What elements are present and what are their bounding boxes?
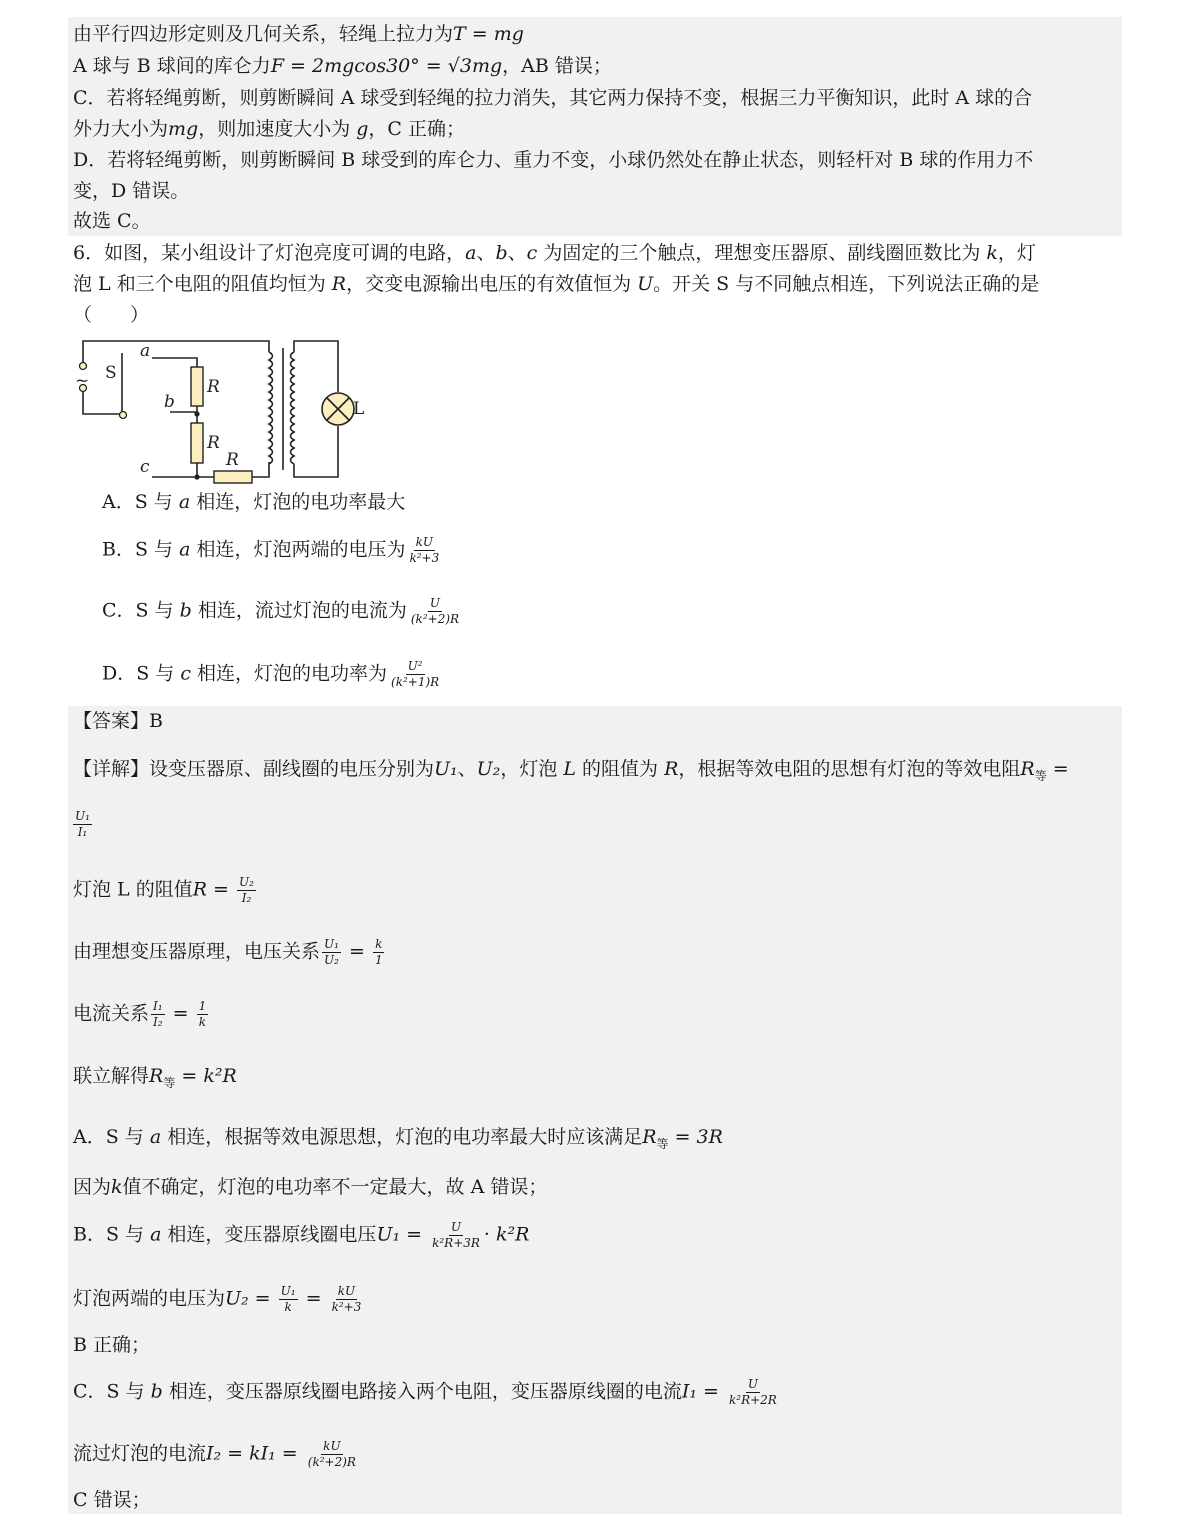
fraction [237, 876, 256, 905]
math: I₂ = kI₁ = [206, 1442, 304, 1465]
option-label: C． [102, 599, 136, 622]
text: ，C 正确； [368, 118, 465, 140]
math: = k²R [175, 1065, 237, 1087]
math: U₂ = [225, 1287, 277, 1310]
detail-line-5 [73, 1063, 237, 1096]
subscript: 等 [1034, 768, 1047, 783]
option-b[interactable] [102, 536, 443, 565]
detail-line-4 [73, 1000, 210, 1029]
text: 、 [507, 242, 527, 264]
text: ，灯 [997, 242, 1036, 264]
source-terminal [80, 363, 87, 370]
var: b [150, 1380, 163, 1403]
text: C．S 与 [73, 1380, 151, 1403]
denominator: k [284, 1300, 292, 1314]
fraction [373, 938, 385, 967]
numerator: U₂ [239, 875, 254, 889]
fraction [407, 536, 441, 565]
math: g [356, 118, 369, 140]
text: A．S 与 [73, 1126, 150, 1148]
circuit-diagram [72, 334, 372, 484]
math: = [1046, 758, 1069, 780]
var: U [637, 273, 654, 295]
fraction [151, 1000, 165, 1029]
question-line-1 [73, 240, 1036, 266]
subscript: 等 [656, 1136, 669, 1151]
numerator: I₁ [153, 999, 163, 1013]
option-c[interactable] [102, 597, 463, 626]
math: R [1020, 758, 1035, 780]
var: R [331, 273, 347, 295]
detail-fraction-1 [71, 810, 94, 839]
switch-pivot [120, 412, 127, 419]
text: 相连，流过灯泡的电流为 [191, 599, 407, 622]
fraction [306, 1440, 358, 1469]
detail-line-3 [73, 938, 387, 967]
lamp-label: L [353, 399, 365, 419]
text: 。开关 S 与不同触点相连，下列说法正确的是 [653, 273, 1040, 295]
denominator: k²+3 [331, 1300, 362, 1314]
question-line-2 [73, 271, 1039, 297]
text: 由理想变压器原理，电压关系 [73, 940, 321, 963]
numerator: kU [337, 1284, 356, 1298]
text: ，灯泡 [500, 758, 564, 780]
denominator: k²R+3R [432, 1236, 480, 1250]
option-label: D． [102, 662, 137, 685]
text: S 与 [135, 599, 180, 622]
option-label: B． [102, 538, 135, 561]
text: 相连，灯泡的电功率最大 [190, 491, 406, 513]
prev-line-2 [73, 53, 612, 79]
var: c [180, 662, 191, 685]
denominator: I₂ [241, 891, 252, 905]
text: 因为 [73, 1176, 112, 1198]
var: a [465, 242, 477, 264]
numerator: U [450, 1220, 462, 1234]
option-d[interactable] [102, 660, 443, 689]
text: 电流关系 [73, 1002, 150, 1025]
numerator: U² [407, 659, 423, 673]
text: 泡 L 和三个电阻的阻值均恒为 [73, 273, 332, 295]
var: b [179, 599, 192, 622]
resistor-r2 [191, 423, 203, 463]
contact-a-label: a [140, 341, 151, 361]
math: k [111, 1176, 123, 1198]
resistor-r3-label: R [226, 450, 239, 470]
text: 由平行四边形定则及几何关系，轻绳上拉力为 [73, 23, 454, 45]
fraction [409, 597, 461, 626]
question-number: 6． [73, 242, 105, 264]
text: S 与 [134, 491, 179, 513]
prev-line-1 [73, 21, 524, 47]
math: mg [168, 118, 199, 140]
denominator: I₁ [77, 825, 88, 839]
var: L [563, 758, 576, 780]
resistor-r3 [214, 471, 252, 483]
prev-line-5: D．若将轻绳剪断，则剪断瞬间 B 球受到的库仑力、重力不变，小球仍然处在静止状态，则轻杆对 B 球的作用力不 [73, 149, 1034, 171]
fraction [389, 660, 441, 689]
detail-line-11 [73, 1378, 781, 1407]
text: 值不确定，灯泡的电功率不一定最大，故 A 错误； [122, 1176, 548, 1198]
switch-label: S [105, 363, 117, 383]
var: c [526, 242, 538, 264]
text: A 球与 B 球间的库仑力 [73, 55, 271, 77]
resistor-r1 [191, 367, 203, 406]
numerator: U [747, 1377, 758, 1391]
denominator: U₂ [324, 953, 339, 967]
numerator: U₁ [280, 1284, 296, 1298]
var: a [179, 538, 191, 561]
numerator: kU [415, 535, 434, 549]
contact-b-label: b [164, 392, 175, 412]
math: = [342, 940, 371, 963]
denominator: (k²+2)R [410, 612, 460, 626]
math: = [299, 1287, 328, 1310]
fraction [727, 1378, 779, 1407]
fraction [73, 810, 92, 839]
text: ，交变电源输出电压的有效值恒为 [346, 273, 638, 295]
math: R = [192, 878, 236, 901]
text: 联立解得 [73, 1065, 150, 1087]
math: U₁ = [376, 1223, 429, 1246]
text: 【详解】设变压器原、副线圈的电压分别为 [73, 758, 435, 780]
var: k [986, 242, 998, 264]
var: a [150, 1223, 162, 1246]
text: 相连，根据等效电源思想，灯泡的电功率最大时应该满足 [161, 1126, 643, 1148]
detail-line-1 [73, 756, 1069, 789]
source-label: ~ [75, 371, 90, 391]
resistor-r2-label: R [207, 433, 220, 453]
numerator: k [375, 937, 383, 951]
text: 的阻值为 [575, 758, 665, 780]
numerator: kU [323, 1439, 341, 1453]
answer-blank: （ ） [73, 304, 150, 326]
math: U₁ [434, 758, 458, 780]
denominator: 1 [374, 953, 383, 967]
text: ，则加速度大小为 [198, 118, 357, 140]
text: 为固定的三个触点，理想变压器原、副线圈匝数比为 [537, 242, 987, 264]
detail-line-8 [73, 1221, 529, 1250]
lamp-icon [322, 393, 354, 425]
resistor-r1-label: R [207, 377, 220, 397]
denominator: k²R+2R [728, 1393, 777, 1407]
numerator: U₁ [324, 937, 339, 951]
text: ，根据等效电阻的思想有灯泡的等效电阻 [678, 758, 1021, 780]
subscript: 等 [163, 1075, 176, 1090]
text: 灯泡两端的电压为 [73, 1287, 226, 1310]
fraction [322, 938, 341, 967]
text: 如图，某小组设计了灯泡亮度可调的电路， [104, 242, 466, 264]
answer-label: 【答案】B [73, 710, 163, 732]
math: I₁ = [681, 1380, 725, 1403]
detail-line-12 [73, 1440, 360, 1469]
detail-line-7 [73, 1174, 547, 1200]
text: 、 [457, 758, 477, 780]
option-label: A． [102, 491, 135, 513]
math: T = mg [453, 23, 524, 45]
text: S 与 [136, 662, 181, 685]
detail-line-9 [73, 1285, 365, 1314]
numerator: U₁ [75, 809, 90, 823]
math: = 3R [668, 1126, 723, 1148]
denominator: (k²+1)R [391, 675, 440, 689]
var: b [495, 242, 508, 264]
denominator: (k²+2)R [307, 1455, 356, 1469]
math: U₂ [476, 758, 501, 780]
math: R [642, 1126, 657, 1148]
text: 外力大小为 [73, 118, 169, 140]
detail-line-10: B 正确； [73, 1334, 151, 1356]
prev-line-4 [73, 116, 465, 142]
text: 相连，灯泡的电功率为 [191, 662, 388, 685]
denominator: k²+3 [409, 551, 440, 565]
text: 相连，变压器原线圈电路接入两个电阻，变压器原线圈的电流 [162, 1380, 682, 1403]
var: a [149, 1126, 162, 1148]
fraction [279, 1285, 298, 1314]
detail-line-2 [73, 876, 258, 905]
text: S 与 [134, 538, 180, 561]
numerator: 1 [198, 999, 207, 1013]
detail-line-13: C 错误； [73, 1489, 151, 1511]
prev-line-7: 故选 C。 [73, 210, 151, 232]
prev-line-6: 变，D 错误。 [73, 180, 190, 202]
text: 、 [476, 242, 496, 264]
math: = [166, 1002, 195, 1025]
math: F = 2mgcos30° = √3mg [270, 55, 503, 77]
text: 相连，灯泡两端的电压为 [190, 538, 406, 561]
math: · k²R [483, 1223, 530, 1246]
option-a[interactable] [102, 489, 405, 515]
fraction [430, 1221, 482, 1250]
prev-line-3: C．若将轻绳剪断，则剪断瞬间 A 球受到轻绳的拉力消失，其它两力保持不变，根据三力平衡知识，此时 A 球的合 [73, 87, 1033, 109]
numerator: U [429, 596, 441, 610]
text: 相连，变压器原线圈电压 [161, 1223, 377, 1246]
text: B．S 与 [73, 1223, 151, 1246]
math: R [149, 1065, 164, 1087]
text: ，AB 错误； [502, 55, 612, 77]
var: a [178, 491, 191, 513]
fraction [197, 1000, 209, 1029]
var: R [664, 758, 679, 780]
contact-c-label: c [140, 457, 150, 477]
fraction [330, 1285, 364, 1314]
denominator: k [198, 1015, 207, 1029]
text: 流过灯泡的电流 [73, 1442, 207, 1465]
text: 灯泡 L 的阻值 [73, 878, 193, 901]
detail-line-6 [73, 1124, 723, 1157]
denominator: I₂ [153, 1015, 163, 1029]
